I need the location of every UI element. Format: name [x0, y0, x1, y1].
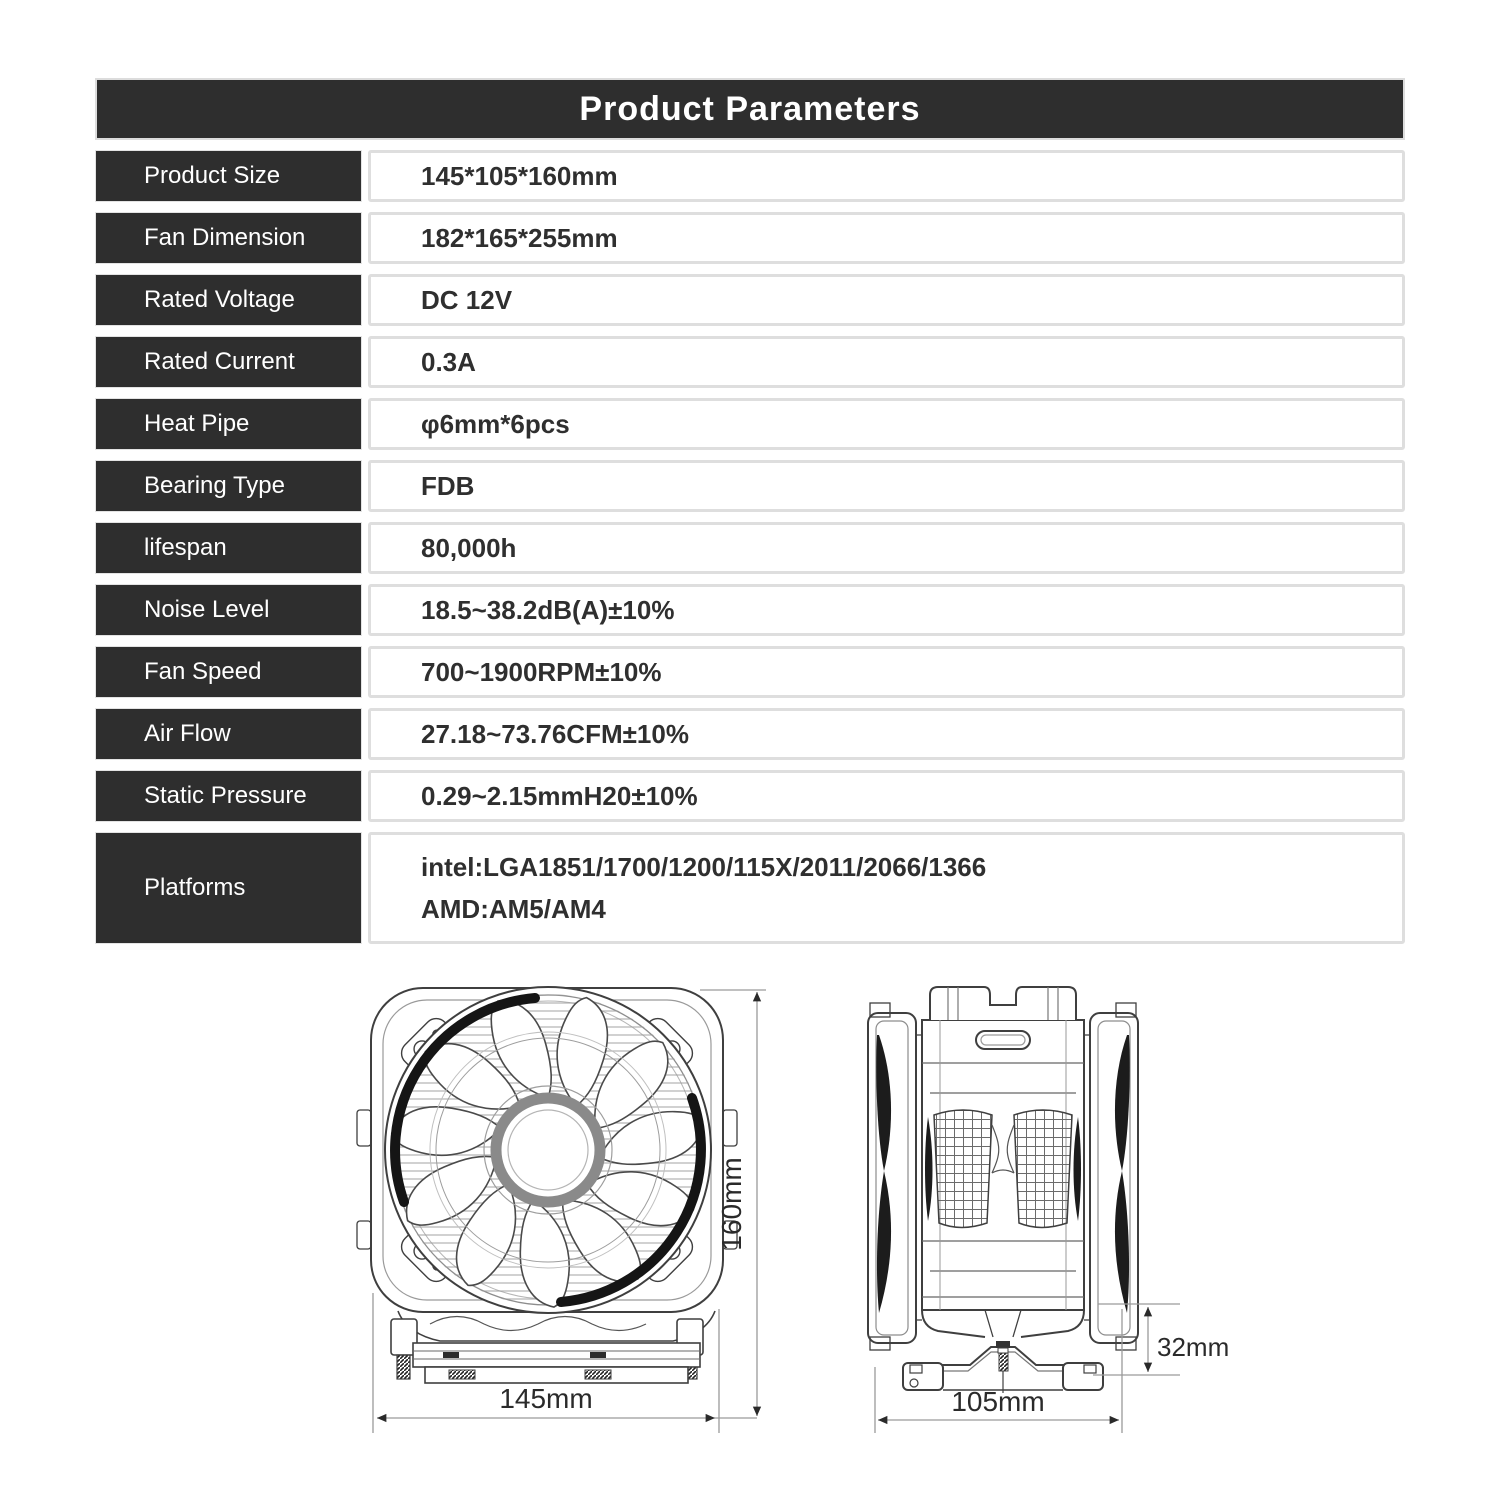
row-label: Platforms	[95, 832, 362, 944]
row-value: FDB	[368, 460, 1405, 512]
table-row	[95, 522, 1405, 574]
row-value: 18.5~38.2dB(A)±10%	[368, 584, 1405, 636]
row-value: 0.29~2.15mmH20±10%	[368, 770, 1405, 822]
table-row	[95, 646, 1405, 698]
table-row	[95, 770, 1405, 822]
page-title: Product Parameters	[579, 89, 921, 128]
page-title-bar	[95, 78, 1405, 140]
table-row	[95, 274, 1405, 326]
tower-top-cap	[930, 987, 1076, 1020]
table-row	[95, 708, 1405, 760]
row-label: Fan Dimension	[95, 212, 362, 264]
technical-drawings	[0, 975, 1500, 1500]
side-base-bracket	[903, 1310, 1103, 1393]
fin-panel	[934, 1110, 992, 1228]
row-label: Air Flow	[95, 708, 362, 760]
row-value: DC 12V	[368, 274, 1405, 326]
table-row	[95, 832, 1405, 944]
row-label: Rated Voltage	[95, 274, 362, 326]
front-height-label: 160mm	[716, 1157, 747, 1251]
row-value: 145*105*160mm	[368, 150, 1405, 202]
side-width-label: 105mm	[951, 1386, 1045, 1417]
fin-panel	[1014, 1110, 1072, 1228]
row-value: intel:LGA1851/1700/1200/115X/2011/2066/1366 AMD:AM5/AM4	[368, 832, 1405, 944]
side-view-drawing	[868, 987, 1138, 1393]
row-value: 27.18~73.76CFM±10%	[368, 708, 1405, 760]
table-row	[95, 398, 1405, 450]
row-label: Product Size	[95, 150, 362, 202]
row-value: 80,000h	[368, 522, 1405, 574]
row-label: Fan Speed	[95, 646, 362, 698]
front-width-label: 145mm	[499, 1383, 593, 1414]
row-label: Heat Pipe	[95, 398, 362, 450]
side-base-height-label: 32mm	[1157, 1332, 1230, 1362]
row-value: 700~1900RPM±10%	[368, 646, 1405, 698]
row-label: lifespan	[95, 522, 362, 574]
table-row	[95, 150, 1405, 202]
row-value: 0.3A	[368, 336, 1405, 388]
table-row	[95, 212, 1405, 264]
table-row	[95, 336, 1405, 388]
row-label: Static Pressure	[95, 770, 362, 822]
front-base-bracket	[391, 1311, 715, 1383]
front-view-drawing	[357, 987, 737, 1383]
row-label: Bearing Type	[95, 460, 362, 512]
table-row	[95, 584, 1405, 636]
row-label: Rated Current	[95, 336, 362, 388]
row-value: φ6mm*6pcs	[368, 398, 1405, 450]
spec-table	[95, 150, 1405, 944]
frame-notch	[357, 1110, 371, 1146]
row-value: 182*165*255mm	[368, 212, 1405, 264]
table-row	[95, 460, 1405, 512]
row-label: Noise Level	[95, 584, 362, 636]
